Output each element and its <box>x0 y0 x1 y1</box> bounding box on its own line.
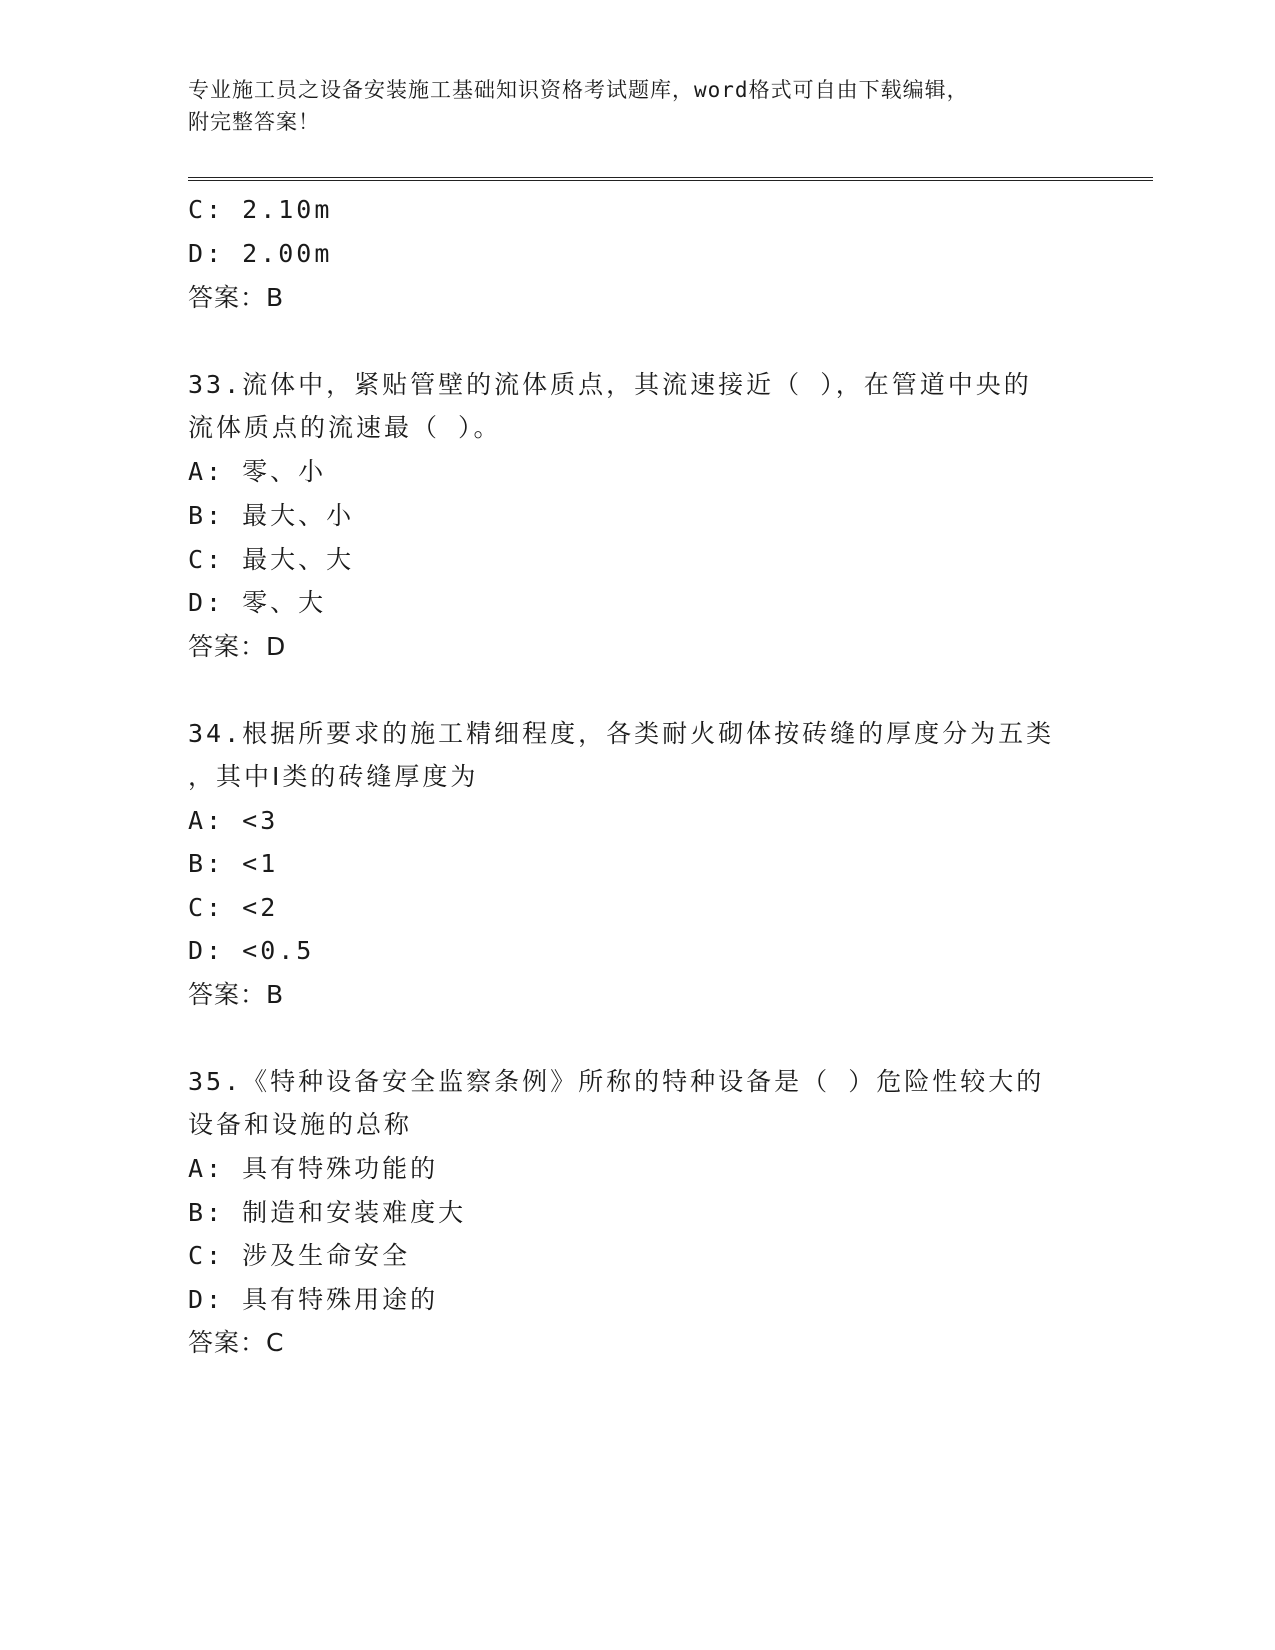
q33-option-c: C: 最大、大 <box>188 545 355 574</box>
q35-stem-line-1: 35.《特种设备安全监察条例》所称的特种设备是（ ）危险性较大的 <box>188 1067 1045 1096</box>
q34-stem-line-2: ，其中Ⅰ类的砖缝厚度为 <box>188 762 479 791</box>
q35-stem-line-2: 设备和设施的总称 <box>188 1110 413 1139</box>
q32-option-d: D: 2.00m <box>188 239 333 268</box>
q35-option-c: C: 涉及生命安全 <box>188 1241 411 1270</box>
q33-stem-line-1: 33.流体中，紧贴管壁的流体质点，其流速接近（ ），在管道中央的 <box>188 370 1032 399</box>
q34-option-a: A: <3 <box>188 806 279 835</box>
q34-option-c: C: <2 <box>188 893 279 922</box>
q34-option-d: D: <0.5 <box>188 936 315 965</box>
q32-option-c: C: 2.10m <box>188 195 333 224</box>
q32-answer: 答案：B <box>188 283 285 312</box>
header-line-1: 专业施工员之设备安装施工基础知识资格考试题库，word格式可自由下载编辑， <box>188 78 969 102</box>
q33-option-b: B: 最大、小 <box>188 501 355 530</box>
q33-stem-line-2: 流体质点的流速最（ ）。 <box>188 413 502 442</box>
q33-option-d: D: 零、大 <box>188 588 327 617</box>
header-divider <box>188 177 1153 181</box>
q35-answer: 答案：C <box>188 1328 285 1357</box>
q34-option-b: B: <1 <box>188 849 279 878</box>
page-header <box>188 74 1088 138</box>
q34-stem-line-1: 34.根据所要求的施工精细程度，各类耐火砌体按砖缝的厚度分为五类 <box>188 719 1055 748</box>
q35-option-b: B: 制造和安装难度大 <box>188 1198 467 1227</box>
q35-option-a: A: 具有特殊功能的 <box>188 1154 439 1183</box>
q33-answer: 答案：D <box>188 632 287 661</box>
q35-option-d: D: 具有特殊用途的 <box>188 1285 439 1314</box>
header-line-2: 附完整答案！ <box>188 110 320 134</box>
q33-option-a: A: 零、小 <box>188 457 327 486</box>
q34-answer: 答案：B <box>188 980 285 1009</box>
